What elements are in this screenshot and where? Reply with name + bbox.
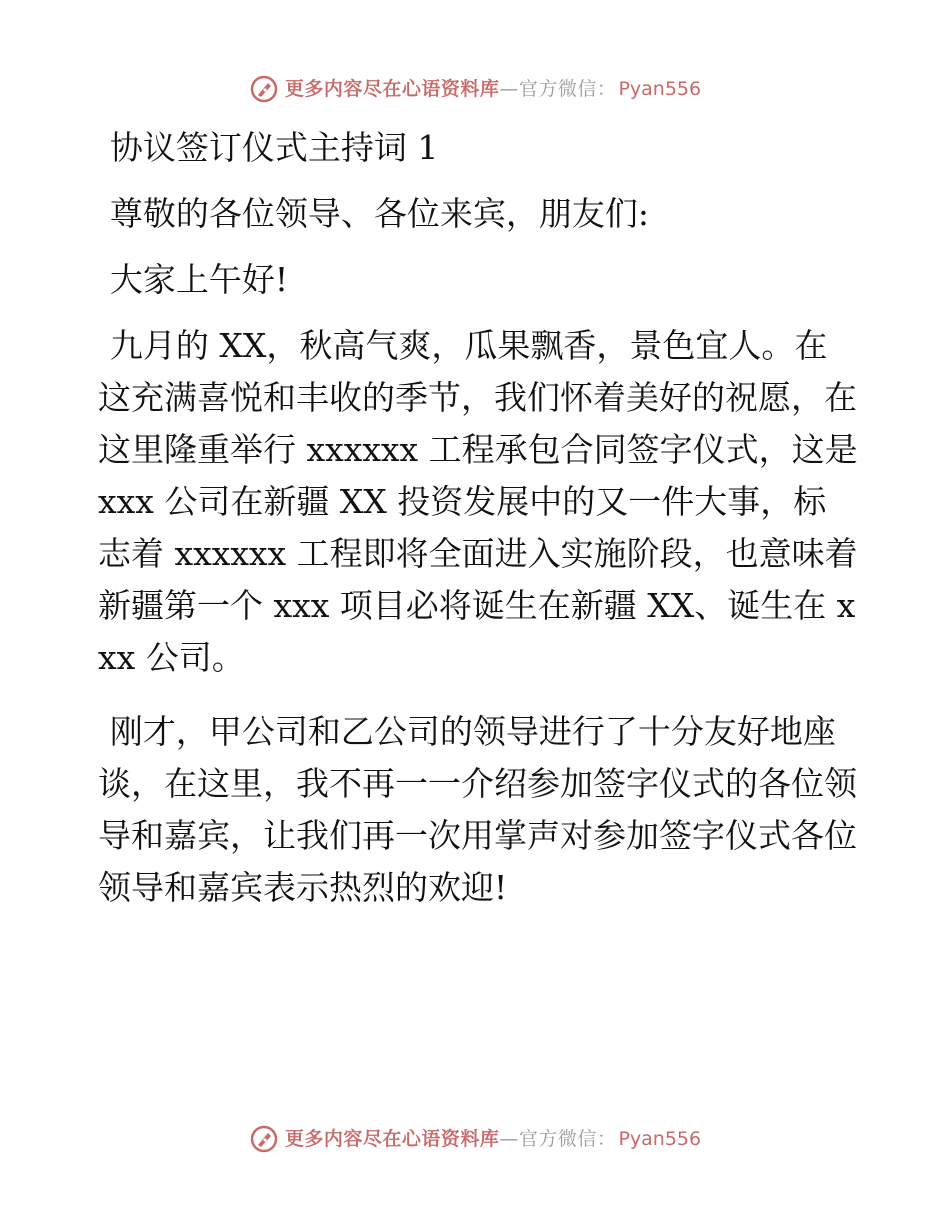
- watermark-text-wechat-label: —官方微信：: [499, 1128, 617, 1150]
- paragraph-2: 刚才，甲公司和乙公司的领导进行了十分友好地座谈，在这里，我不再一一介绍参加签字仪式的各位领导和嘉宾，让我们再一次用掌声对参加签字仪式各位领导和嘉宾表示热烈的欢迎!: [98, 712, 857, 907]
- document-title: 协议签订仪式主持词 1: [109, 128, 439, 167]
- watermark-text-main: 更多内容尽在心语资料库: [284, 78, 500, 100]
- watermark-text-wechat-id: Pyan556: [618, 78, 702, 100]
- pen-nib-circle-icon: [249, 74, 279, 104]
- document-body: [98, 122, 869, 914]
- header-watermark: [0, 74, 950, 104]
- salutation: 尊敬的各位领导、各位来宾，朋友们:: [109, 194, 649, 233]
- greeting: 大家上午好!: [109, 260, 289, 299]
- pen-nib-circle-icon: [249, 1124, 279, 1154]
- watermark-text-wechat-id: Pyan556: [618, 1128, 702, 1150]
- paragraph-1: 九月的 XX，秋高气爽，瓜果飘香，景色宜人。在这充满喜悦和丰收的季节，我们怀着美好的祝愿，在这里隆重举行 xxxxxx 工程承包合同签字仪式，这是 xxx 公司在新疆 XX 投资发展中的又一件大事，标志着 xxxxxx 工程即将全面进入实施阶段，也意味着新疆第一个 xxx 项目必将诞生在新疆 XX、诞生在 xxx 公司。: [98, 326, 869, 677]
- watermark-text-wechat-label: —官方微信：: [499, 78, 617, 100]
- watermark-text-main: 更多内容尽在心语资料库: [284, 1128, 500, 1150]
- footer-watermark: [0, 1124, 950, 1154]
